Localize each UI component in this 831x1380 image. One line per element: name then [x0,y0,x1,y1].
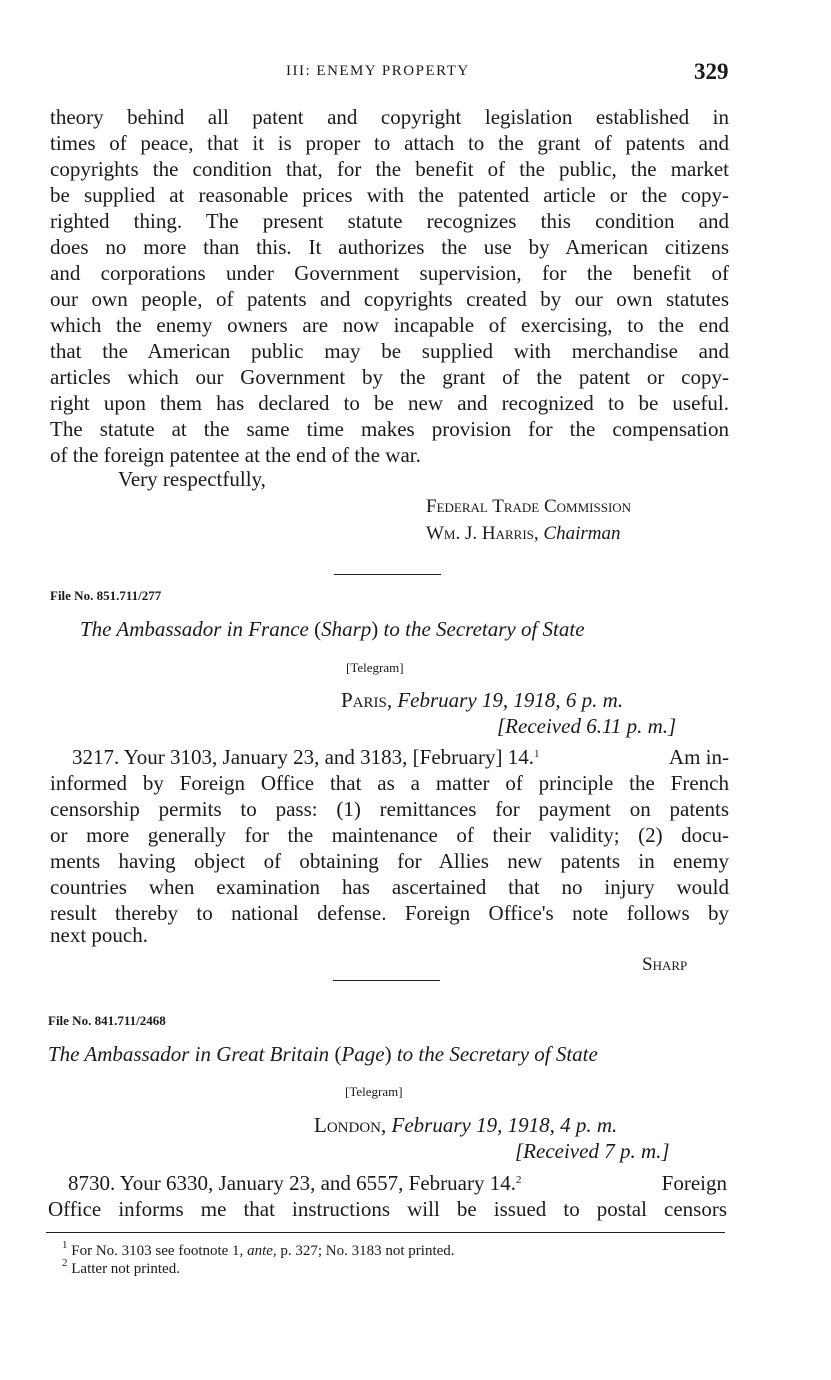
body-line: censorship permits to pass: (1) remittances for payment on patents [50,797,729,821]
dateline-date: February 19, 1918, 4 p. m. [391,1113,618,1137]
page-number: 329 [694,59,729,84]
body-line: that the American public may be supplied with merchandise and [50,339,729,363]
body-line: does no more than this. It authorizes the use by American citizens [50,235,729,259]
body-line: theory behind all patent and copyright legislation established in [50,105,729,129]
heading-name: Sharp [321,617,372,641]
body-line: or more generally for the maintenance of their validity; (2) docu- [50,823,729,847]
received-time: [Received 6.11 p. m.] [497,714,677,738]
footnote-mark: 2 [62,1257,68,1269]
document-heading: The Ambassador in Great Britain (Page) to the Secretary of State [48,1042,598,1066]
body-line: result thereby to national defense. Foreign Office's note follows by [50,901,729,925]
body-line: articles which our Government by the grant of the patent or copy- [50,365,729,389]
footnote-text: , p. 327; No. 3183 not printed. [272,1243,455,1259]
footnote-ref: 2 [515,1174,522,1186]
heading-part: The Ambassador in Great Britain [48,1042,330,1066]
body-line [48,1170,727,1196]
received-time: [Received 7 p. m.] [515,1139,670,1163]
line-end: Am in- [668,745,729,769]
body-line: informed by Foreign Office that as a matter of principle the French [50,771,729,795]
telegram-label: [Telegram] [346,660,404,675]
heading-name: Page [341,1042,385,1066]
body-line: ments having object of obtaining for Allies new patents in enemy [50,849,729,873]
heading-part: to the Secretary of State [396,1042,598,1066]
telegram-label: [Telegram] [345,1084,403,1099]
heading-part: The Ambassador in France [80,617,309,641]
footnote-text: For No. 3103 see footnote 1, [71,1243,248,1259]
footnote-mark: 1 [62,1239,68,1251]
body-line: countries when examination has ascertained that no injury would [50,875,729,899]
signature-line [426,523,620,545]
body-line: of the foreign patentee at the end of the war. [50,443,421,467]
heading-part: to the Secretary of State [383,617,585,641]
body-line [72,744,729,770]
document-heading: The Ambassador in France (Sharp) to the Secretary of State [80,617,585,641]
footnote-rule [46,1232,725,1233]
body-line: copyrights the condition that, for the benefit of the public, the market [50,157,729,181]
body-line: The statute at the same time makes provision for the compensation [50,417,729,441]
dateline [314,1113,617,1138]
signature: Sharp [642,954,688,975]
file-number: File No. 841.711/2468 [48,1013,166,1028]
line-end: Foreign [661,1171,727,1195]
body-line: next pouch. [50,923,148,947]
body-line: and corporations under Government supervision, for the benefit of [50,261,729,285]
dateline-date: February 19, 1918, 6 p. m. [397,688,624,712]
signature-title: Chairman [543,523,621,544]
paragraph-start: 8730. Your 6330, January 23, and 6557, February 14. [68,1171,516,1195]
body-line: Office informs me that instructions will be issued to postal censors [48,1197,727,1221]
footnote-text: Latter not printed. [71,1261,180,1277]
section-divider [333,980,440,981]
signature-organization: Federal Trade Commission [426,496,632,517]
paragraph-start: 3217. Your 3103, January 23, and 3183, [February] 14. [72,745,534,769]
dateline-place: London, [314,1113,387,1137]
body-line: righted thing. The present statute recognizes this condition and [50,209,729,233]
section-divider [334,574,441,575]
dateline [341,688,623,713]
body-line: be supplied at reasonable prices with the patented article or the copy- [50,183,729,207]
closing: Very respectfully, [118,467,266,491]
body-line: our own people, of patents and copyrights created by our own statutes [50,287,729,311]
signature-name: Wm. J. Harris, [426,523,539,544]
body-line: times of peace, that it is proper to attach to the grant of patents and [50,131,729,155]
footnote-ref: 1 [533,748,540,760]
dateline-place: Paris, [341,688,393,712]
footnote-1 [62,1239,455,1260]
body-line: right upon them has declared to be new and recognized to be useful. [50,391,729,415]
footnote-text: ante [247,1243,273,1259]
running-header-title: III: ENEMY PROPERTY [286,63,470,79]
footnote-2 [62,1257,180,1278]
body-line: which the enemy owners are now incapable of exercising, to the end [50,313,729,337]
file-number: File No. 851.711/277 [50,588,162,603]
